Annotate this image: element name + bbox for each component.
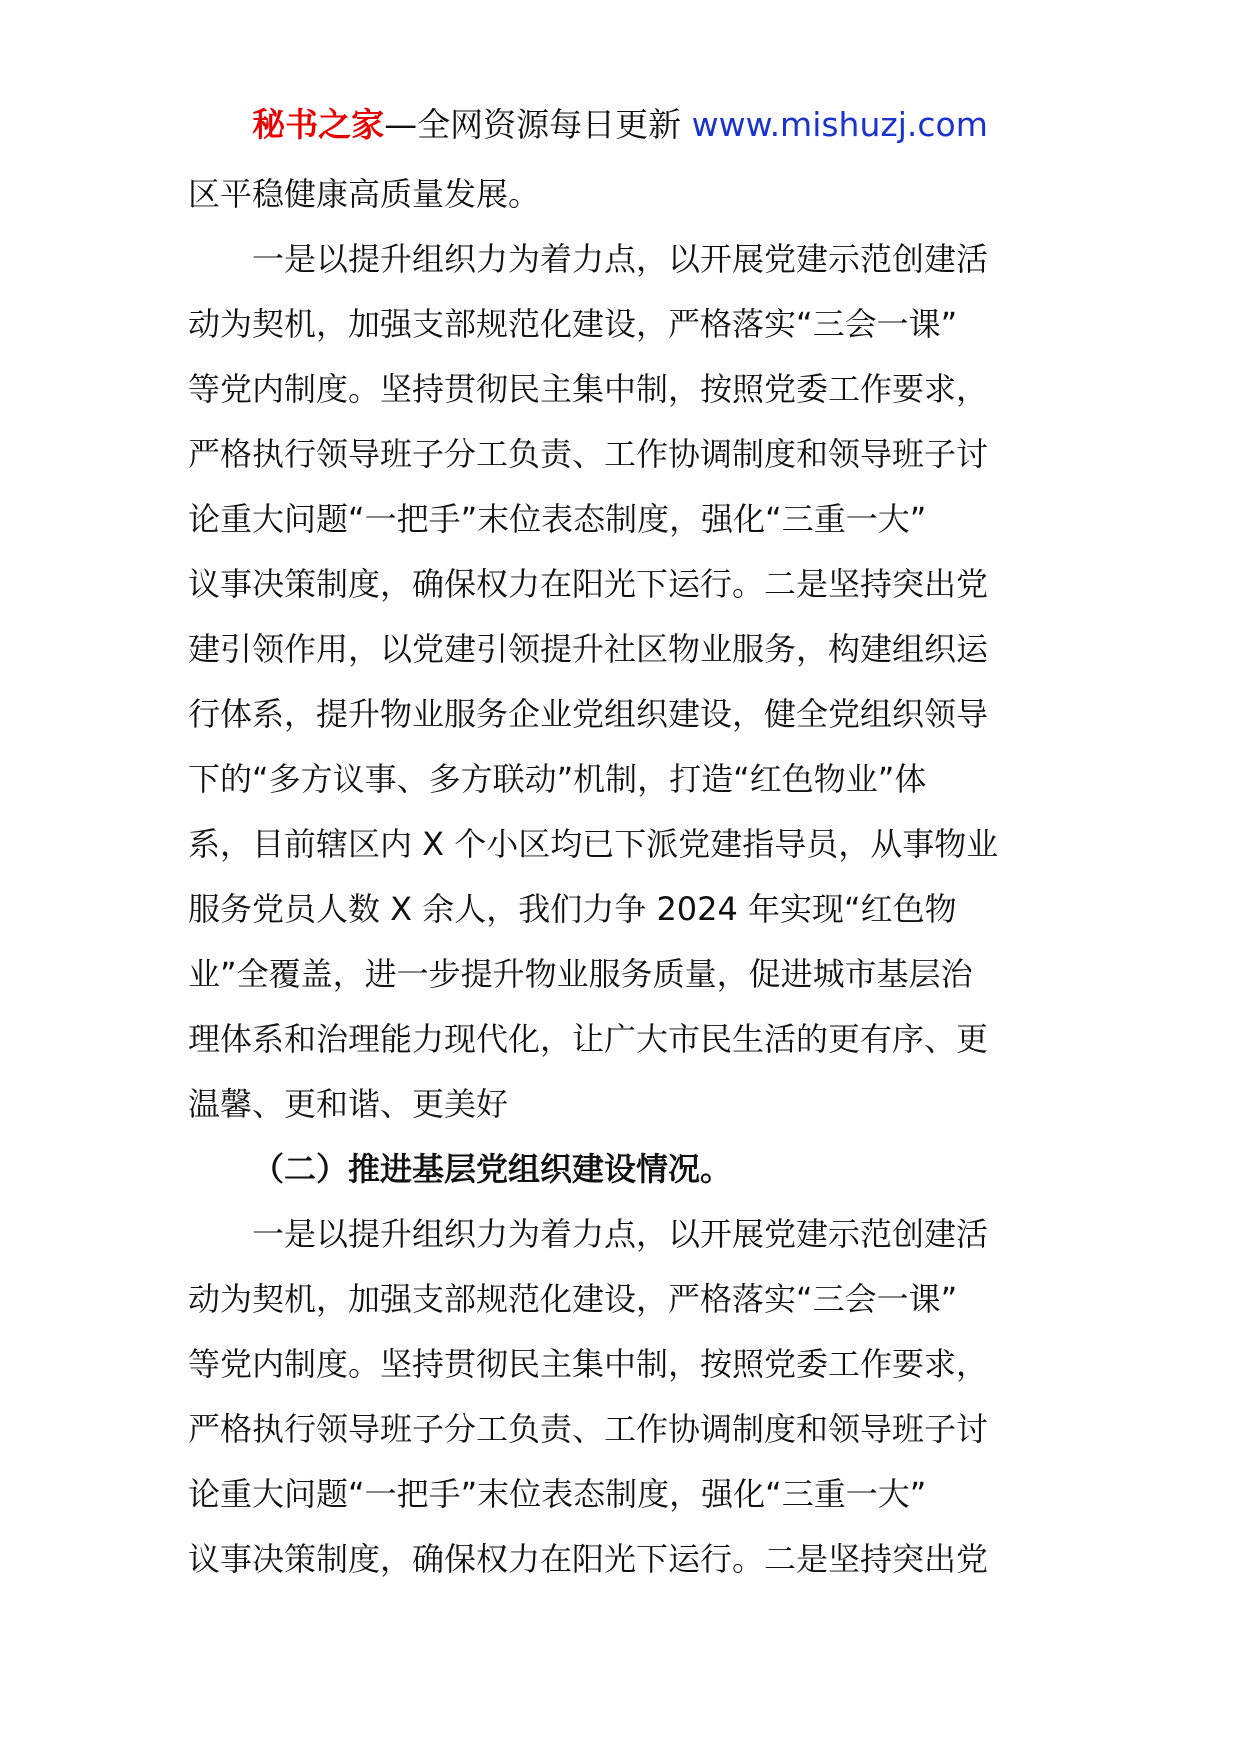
body-line: 下的“多方议事、多方联动”机制，打造“红色物业”体 — [188, 760, 927, 798]
body-line: 服务党员人数 X 余人，我们力争 2024 年实现“红色物 — [188, 890, 957, 928]
body-line: 议事决策制度，确保权力在阳光下运行。二是坚持突出党 — [188, 1540, 989, 1578]
body-line: 严格执行领导班子分工负责、工作协调制度和领导班子讨 — [188, 1410, 989, 1448]
body-line: 业”全覆盖，进一步提升物业服务质量，促进城市基层治 — [188, 955, 973, 993]
body-line: 区平稳健康高质量发展。 — [188, 175, 541, 213]
section-heading: （二）推进基层党组织建设情况。 — [252, 1150, 733, 1188]
site-url-link[interactable]: www.mishuzj.com — [691, 105, 988, 144]
body-line: 等党内制度。坚持贯彻民主集中制，按照党委工作要求， — [188, 370, 989, 408]
body-line: 理体系和治理能力现代化，让广大市民生活的更有序、更 — [188, 1020, 989, 1058]
body-line: 论重大问题“一把手”末位表态制度，强化“三重一大” — [188, 500, 927, 538]
brand-name: 秘书之家 — [252, 105, 385, 144]
body-line: 等党内制度。坚持贯彻民主集中制，按照党委工作要求， — [188, 1345, 989, 1383]
paragraph-first-line: 一是以提升组织力为着力点，以开展党建示范创建活 — [252, 1215, 989, 1253]
body-line: 动为契机，加强支部规范化建设，严格落实“三会一课” — [188, 305, 958, 343]
body-line: 动为契机，加强支部规范化建设，严格落实“三会一课” — [188, 1280, 958, 1318]
body-line: 议事决策制度，确保权力在阳光下运行。二是坚持突出党 — [188, 565, 989, 603]
paragraph-first-line: 一是以提升组织力为着力点，以开展党建示范创建活 — [252, 240, 989, 278]
document-body — [188, 162, 1052, 1592]
header-tagline: —全网资源每日更新 — [384, 105, 682, 144]
body-line: 严格执行领导班子分工负责、工作协调制度和领导班子讨 — [188, 435, 989, 473]
body-line: 行体系，提升物业服务企业党组织建设，健全党组织领导 — [188, 695, 989, 733]
page-header — [0, 100, 1240, 150]
body-line: 建引领作用，以党建引领提升社区物业服务，构建组织运 — [188, 630, 989, 668]
body-line: 系，目前辖区内 X 个小区均已下派党建指导员，从事物业 — [188, 825, 999, 863]
body-line: 温馨、更和谐、更美好 — [188, 1085, 509, 1123]
body-line: 论重大问题“一把手”末位表态制度，强化“三重一大” — [188, 1475, 927, 1513]
